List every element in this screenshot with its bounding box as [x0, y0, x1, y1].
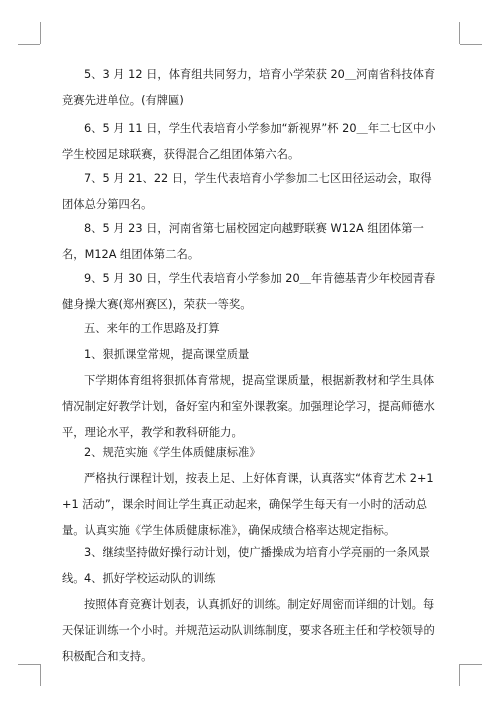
paragraph-item-5: 5、3 月 12 日，体育组共同努力，培育小学荣获 20＿河南省科技体育竞赛先进单位。(有牌匾): [62, 68, 436, 107]
paragraph-item-8: 8、5 月 23 日，河南省第七届校园定向越野联赛 W12A 组团体第一名，M12A 组团体第二名。: [62, 222, 424, 261]
crop-mark-top-right-vertical: [459, 22, 460, 44]
paragraph-item-9: 9、5 月 30 日，学生代表培育小学参加 20＿年肯德基青少年校园青春健身操大赛(郑州赛区)，荣获一等奖。: [62, 272, 436, 311]
paragraph-item-6: 6、5 月 11 日，学生代表培育小学参加“新视界”杯 20＿年二七区中小学生校园足球联赛，获得混合乙组团体第六名。: [62, 122, 436, 161]
crop-mark-bottom-right-horizontal: [460, 664, 482, 665]
crop-mark-top-left-vertical: [40, 22, 41, 44]
subheading-2: 2、规范实施《学生体质健康标准》: [84, 446, 261, 459]
section-heading-5: 五、来年的工作思路及打算: [84, 322, 220, 335]
subheading-3: 3、继续坚持做好操行动计划，使广播操成为培育小学亮丽的一条风景线。: [62, 546, 431, 585]
paragraph-item-7: 7、5 月 21、22 日，学生代表培育小学参加二七区田径运动会，取得团体总分第四名。: [62, 172, 432, 211]
crop-mark-bottom-right-vertical: [459, 664, 460, 686]
crop-mark-top-right-horizontal: [460, 44, 482, 45]
paragraph-health-standard: 严格执行课程计划，按表上足、上好体育课，认真落实“体育艺术 2+1+1 活动”，课余时间让学生真正动起来，确保学生每天有一小时的活动总量。认真实施《学生体质健康标准》，确保成绩合格率达规定指标。: [62, 472, 434, 537]
crop-mark-bottom-left-vertical: [40, 664, 41, 686]
subheading-1: 1、狠抓课堂常规，提高课堂质量: [84, 348, 250, 361]
paragraph-classroom-quality: 下学期体育组将狠抓体育常规，提高堂课质量，根据新教材和学生具体情况制定好教学计划，备好室内和室外课教案。加强理论学习，提高师德水平，理论水平，教学和教科研能力。: [62, 374, 435, 439]
paragraph-team-training: 按照体育竞赛计划表，认真抓好的训练。制定好周密而详细的计划。每天保证训练一个小时。并规范运动队训练制度，要求各班主任和学校领导的积极配合和支持。: [62, 598, 435, 663]
crop-mark-top-left-horizontal: [18, 44, 40, 45]
subheading-4: 4、抓好学校运动队的训练: [84, 572, 216, 585]
crop-mark-bottom-left-horizontal: [18, 664, 40, 665]
